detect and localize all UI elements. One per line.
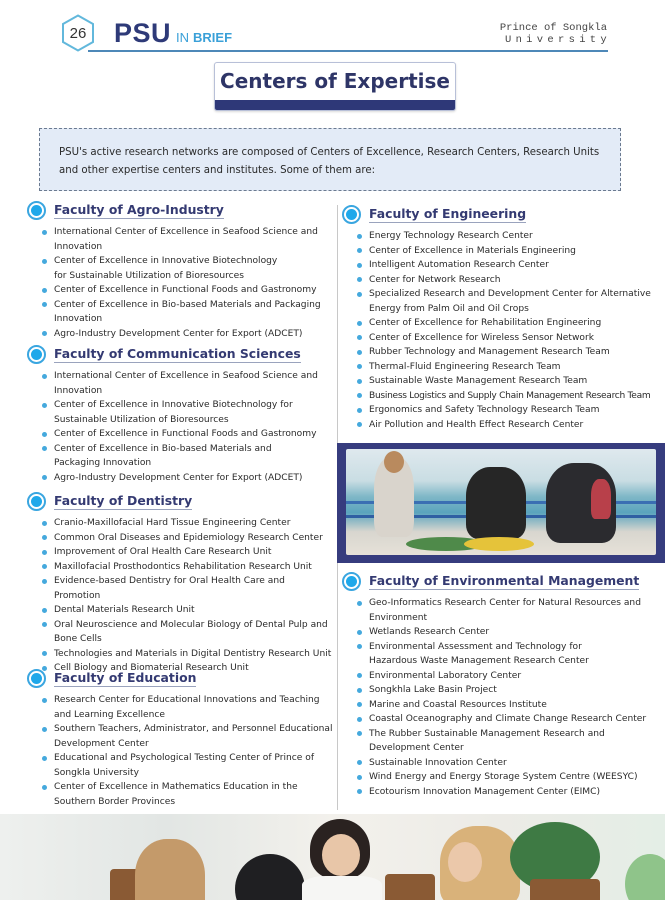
list-item: Business Logistics and Supply Chain Management Research Team: [357, 389, 660, 404]
list-item: International Center of Excellence in Seafood Science and Innovation: [42, 225, 333, 254]
list-item: Center for Network Research: [357, 273, 660, 288]
brand-in: IN: [176, 30, 190, 45]
list-item: Sustainable Innovation Center: [357, 756, 660, 771]
list-item: Center of Excellence in Innovative Biotechnology for Sustainable Utilization of Bioresources: [42, 254, 333, 283]
instructor-head: [384, 451, 404, 473]
bullet-circle-icon: [342, 205, 361, 224]
diving-class-photo: [337, 443, 665, 563]
list-item: Research Center for Educational Innovations and Teaching and Learning Excellence: [42, 693, 333, 722]
section-title: Faculty of Environmental Management: [369, 572, 640, 588]
section-title: Faculty of Communication Sciences: [54, 345, 301, 361]
list-item: Cell Biology and Biomaterial Research Unit: [42, 661, 333, 676]
list-item: Evidence-based Dentistry for Oral Health Care and Promotion: [42, 574, 333, 603]
list-item: Ergonomics and Safety Technology Research Team: [357, 403, 660, 418]
list-item: Center of Excellence for Wireless Sensor Network: [357, 331, 660, 346]
list-item: Environmental Assessment and Technology for Hazardous Waste Management Research Center: [357, 640, 660, 669]
page-number-badge: [61, 14, 95, 52]
list-item: Center of Excellence for Rehabilitation Engineering: [357, 316, 660, 331]
section-title: Faculty of Engineering: [369, 205, 527, 221]
list-item: Ecotourism Innovation Management Center (EIMC): [357, 785, 660, 800]
intro-text: PSU's active research networks are composed of Centers of Excellence, Research Centers, Research Units and other expertise centers and institutes. Some of them are:: [39, 128, 621, 191]
bullet-circle-icon: [27, 492, 46, 511]
students-photo: [0, 814, 665, 900]
chair: [385, 874, 435, 900]
list-item: Songkhla Lake Basin Project: [357, 683, 660, 698]
bullet-circle-icon: [27, 669, 46, 688]
list-item: Energy Technology Research Center: [357, 229, 660, 244]
list-item: Center of Excellence in Functional Foods and Gastronomy: [42, 427, 333, 442]
list-item: Thermal-Fluid Engineering Research Team: [357, 360, 660, 375]
item-list: [27, 225, 333, 341]
list-item: Technologies and Materials in Digital Dentistry Research Unit: [42, 647, 333, 662]
list-item: Maxillofacial Prosthodontics Rehabilitation Research Unit: [42, 560, 333, 575]
diver-sleeve: [591, 479, 611, 519]
item-list: [27, 693, 333, 809]
list-item: Geo-Informatics Research Center for Natural Resources and Environment: [357, 596, 660, 625]
section-education: [27, 667, 333, 809]
university-name: [499, 22, 611, 46]
list-item: Agro-Industry Development Center for Export (ADCET): [42, 327, 333, 342]
section-title: Faculty of Agro-Industry: [54, 201, 224, 217]
list-item: Air Pollution and Health Effect Research Center: [357, 418, 660, 433]
list-item: Wetlands Research Center: [357, 625, 660, 640]
list-item: Common Oral Diseases and Epidemiology Research Center: [42, 531, 333, 546]
bullet-circle-icon: [27, 201, 46, 220]
list-item: Center of Excellence in Materials Engineering: [357, 244, 660, 259]
university-line-1: Prince of Songkla: [499, 22, 607, 34]
list-item: The Rubber Sustainable Management Research and Development Center: [357, 727, 660, 756]
header-divider: [88, 50, 608, 52]
list-item: Center of Excellence in Mathematics Education in the Southern Border Provinces: [42, 780, 333, 809]
list-item: Specialized Research and Development Center for Alternative Energy from Palm Oil and Oil Crops: [357, 287, 660, 316]
item-list: [342, 596, 660, 799]
student-figure: [235, 854, 305, 900]
section-engineering: [342, 203, 660, 432]
page-number: 26: [69, 24, 87, 42]
list-item: Intelligent Automation Research Center: [357, 258, 660, 273]
list-item: Cranio-Maxillofacial Hard Tissue Engineering Center: [42, 516, 333, 531]
brand-brief: BRIEF: [193, 30, 233, 45]
list-item: Center of Excellence in Functional Foods and Gastronomy: [42, 283, 333, 298]
section-agro-industry: [27, 199, 333, 341]
item-list: [27, 369, 333, 485]
list-item: Coastal Oceanography and Climate Change Research Center: [357, 712, 660, 727]
list-item: International Center of Excellence in Seafood Science and Innovation: [42, 369, 333, 398]
item-list: [342, 229, 660, 432]
section-communication-sciences: [27, 343, 333, 485]
list-item: Dental Materials Research Unit: [42, 603, 333, 618]
section-title: Faculty of Education: [54, 669, 197, 685]
list-item: Agro-Industry Development Center for Export (ADCET): [42, 471, 333, 486]
photo-image: [346, 449, 656, 555]
chair: [530, 879, 600, 900]
section-title: Faculty of Dentistry: [54, 492, 193, 508]
student-face: [322, 834, 360, 876]
bullet-circle-icon: [342, 572, 361, 591]
list-item: Marine and Coastal Resources Institute: [357, 698, 660, 713]
plant: [625, 854, 665, 900]
page-title: Centers of Expertise: [220, 69, 450, 93]
list-item: Sustainable Waste Management Research Team: [357, 374, 660, 389]
list-item: Improvement of Oral Health Care Research Unit: [42, 545, 333, 560]
page-title-box: [214, 62, 456, 111]
title-underbar: [215, 100, 455, 110]
brand-logo: [114, 18, 232, 49]
list-item: Wind Energy and Energy Storage System Centre (WEESYC): [357, 770, 660, 785]
university-line-2: University: [504, 34, 611, 46]
section-environmental-management: [342, 570, 660, 799]
kickboard: [464, 537, 534, 551]
item-list: [27, 516, 333, 676]
brand-psu: PSU: [114, 18, 172, 48]
list-item: Oral Neuroscience and Molecular Biology of Dental Pulp and Bone Cells: [42, 618, 333, 647]
bullet-circle-icon: [27, 345, 46, 364]
list-item: Environmental Laboratory Center: [357, 669, 660, 684]
student-face: [448, 842, 482, 882]
list-item: Rubber Technology and Management Research Team: [357, 345, 660, 360]
list-item: Center of Excellence in Bio-based Materials and Packaging Innovation: [42, 298, 333, 327]
student-figure: [135, 839, 205, 900]
list-item: Center of Excellence in Innovative Biotechnology for Sustainable Utilization of Bioresources: [42, 398, 333, 427]
student-shirt: [302, 876, 382, 900]
list-item: Center of Excellence in Bio-based Materials and Packaging Innovation: [42, 442, 333, 471]
section-dentistry: [27, 490, 333, 676]
list-item: Educational and Psychological Testing Center of Prince of Songkla University: [42, 751, 333, 780]
list-item: Southern Teachers, Administrator, and Personnel Educational Development Center: [42, 722, 333, 751]
diver-figure: [466, 467, 526, 539]
